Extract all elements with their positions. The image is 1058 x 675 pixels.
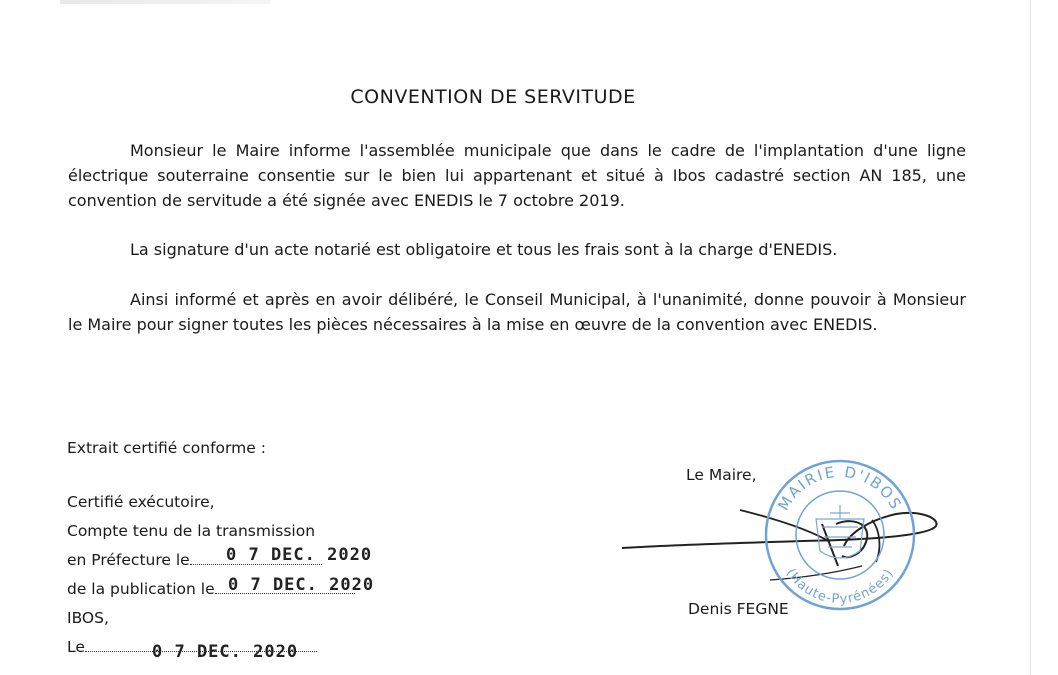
le-date-stamp: 0 7 DEC. 2020 (152, 642, 299, 662)
seal-top-text: MAIRIE D'IBOS (774, 462, 906, 514)
paragraph-2 (68, 237, 966, 262)
le-label: Le (67, 638, 85, 656)
seal-bottom-text: (Haute-Pyrénées) (782, 566, 898, 608)
paragraph-3-text: Ainsi informé et après en avoir délibéré, le Conseil Municipal, à l'unanimité, donne pouvoir à Monsieur le Maire pour signer toutes les pièces nécessaires à la mise en œuvre de la convention avec ENEDIS. (68, 290, 966, 334)
prefecture-label: en Préfecture le (67, 551, 190, 569)
paragraph-2-text: La signature d'un acte notarié est obligatoire et tous les frais sont à la charge d'ENEDIS. (130, 240, 838, 259)
seal-inner-ring (796, 491, 884, 579)
maire-label: Le Maire, (686, 466, 757, 484)
paragraph-1 (68, 138, 966, 213)
commune-line: IBOS, (67, 609, 109, 627)
publication-date-stamp: 0 7 DEC. 2020 (228, 575, 375, 595)
paragraph-1-text: Monsieur le Maire informe l'assemblée municipale que dans le cadre de l'implantation d'une ligne électrique souterraine consentie sur le bien lui appartenant et situé à Ibos cadastré section AN 185, une convention de servitude a été signée avec ENEDIS le 7 octobre 2019. (68, 141, 966, 210)
seal-emblem (816, 505, 864, 558)
mairie-seal (760, 455, 920, 615)
document-title: CONVENTION DE SERVITUDE (350, 86, 636, 108)
certifie-line: Certifié exécutoire, (67, 493, 215, 511)
seal-outer-ring (766, 461, 914, 609)
paragraph-3 (68, 287, 966, 337)
maire-name: Denis FEGNE (688, 600, 789, 618)
prefecture-date-stamp: 0 7 DEC. 2020 (226, 545, 373, 565)
publication-label: de la publication le (67, 580, 215, 598)
compte-tenu-line: Compte tenu de la transmission (67, 522, 316, 540)
page-edge (1030, 0, 1031, 675)
header-remnant (60, 0, 270, 4)
extrait-label: Extrait certifié conforme : (67, 439, 266, 457)
